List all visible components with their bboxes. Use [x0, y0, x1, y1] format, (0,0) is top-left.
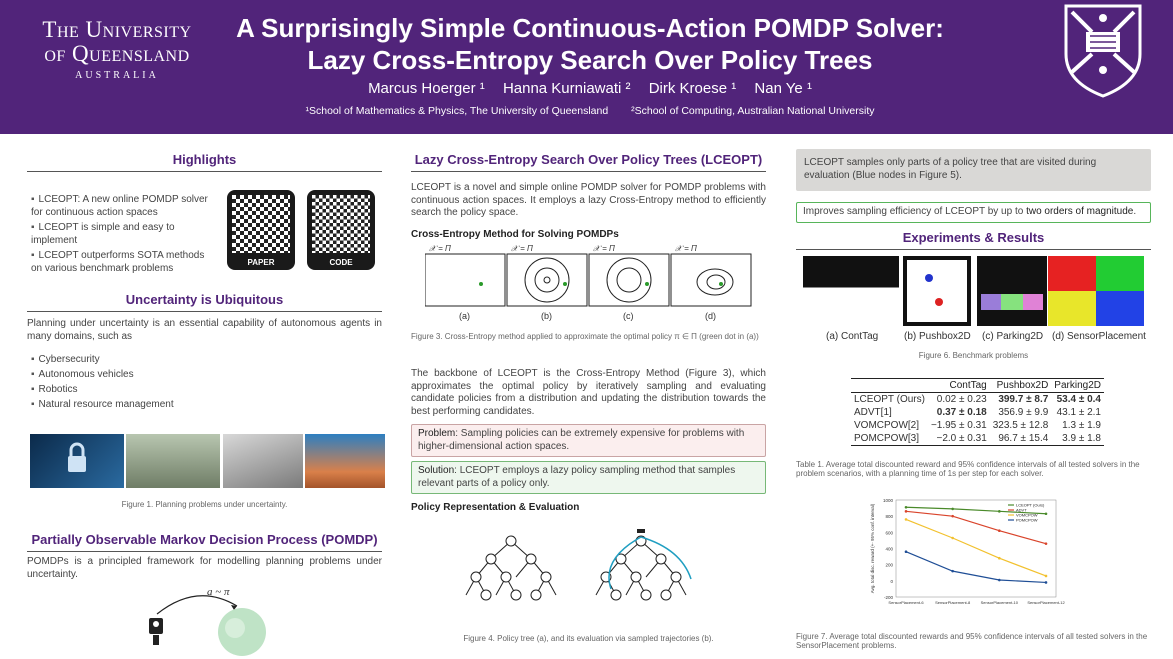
table-cell: −1.95 ± 0.31 — [930, 420, 987, 431]
legend-label: POMCPOW — [1016, 517, 1038, 523]
data-point — [998, 557, 1001, 560]
uq-logo — [32, 18, 202, 81]
problem-box — [411, 424, 766, 457]
y-tick-label: 400 — [885, 546, 893, 552]
legend-label: LCEOPT (Ours) — [1016, 502, 1045, 508]
table-cell: 0.02 ± 0.23 — [936, 394, 987, 405]
highlight-item: ▪ LCEOPT outperforms SOTA methods on various benchmark problems — [31, 250, 211, 275]
y-tick-label: 0 — [890, 578, 893, 584]
poster-header — [0, 0, 1173, 134]
robotics-photo — [223, 434, 303, 488]
table-row — [851, 406, 1104, 419]
data-point — [1045, 581, 1048, 584]
solution-label: Solution — [418, 465, 455, 476]
improvement-box: Improves sampling efficiency of LCEOPT by up to two orders of magnitude. — [796, 202, 1151, 223]
policy-tree-figure — [451, 529, 751, 614]
autonomous-vehicle-photo — [126, 434, 220, 488]
coral-reef-photo — [305, 434, 385, 488]
panel-caption-c: (c) — [623, 311, 634, 321]
benchmark-label-parking: (c) Parking2D — [982, 331, 1044, 342]
affiliations — [230, 105, 950, 117]
uq-shield-icon — [1062, 2, 1144, 98]
qr-code-paper[interactable] — [227, 190, 295, 270]
uncertainty-intro: Planning under uncertainty is an essential capability of autonomous agents in many domains, such as — [27, 318, 382, 342]
legend-label: VOMCPOW — [1016, 512, 1038, 518]
action-label: a ~ π — [207, 586, 230, 598]
table-header-row — [851, 379, 1104, 393]
improve-text: Improves sampling efficiency of LCEOPT by up to — [803, 206, 1027, 217]
results-table — [851, 378, 1104, 446]
data-point — [905, 550, 908, 553]
data-point — [1045, 512, 1048, 515]
panel-label-a: 𝒳 = Π — [429, 244, 451, 253]
title-line2: Lazy Cross-Entropy Search Over Policy Trees — [307, 45, 873, 75]
table-cell: 3.9 ± 1.8 — [1062, 433, 1101, 444]
data-point — [1045, 575, 1048, 578]
panel-caption-a: (a) — [459, 311, 470, 321]
y-tick-label: 600 — [885, 530, 893, 536]
table-cell: 356.9 ± 9.9 — [998, 407, 1049, 418]
solution-box — [411, 461, 766, 494]
sensorplacement-line-chart — [856, 492, 1106, 612]
highlight-item: ▪ LCEOPT: A new online POMDP solver for continuous action spaces — [31, 194, 211, 219]
figure4-caption: Figure 4. Policy tree (a), and its evaluation via sampled trajectories (b). — [463, 634, 714, 643]
improve-emphasis: two orders of magnitude — [1026, 206, 1134, 217]
pomdp-title: Partially Observable Markov Decision Process (POMDP) — [27, 532, 382, 552]
pomdp-text: POMDPs is a principled framework for modelling planning problems under uncertainty. — [27, 556, 382, 580]
middle-column — [411, 134, 766, 643]
y-tick-label: 1000 — [882, 498, 893, 503]
series-line — [906, 519, 1046, 576]
x-tick-label: SensorPlacement-6 — [888, 600, 924, 605]
qr-pattern — [312, 195, 370, 253]
table-cell: LCEOPT (Ours) — [854, 394, 925, 405]
author-4: Nan Ye ¹ — [754, 80, 812, 97]
experiments-title: Experiments & Results — [796, 230, 1151, 250]
left-column — [27, 134, 382, 598]
data-point — [951, 508, 954, 511]
panel-caption-b: (b) — [541, 311, 552, 321]
benchmark-label-pushbox: (b) Pushbox2D — [904, 331, 971, 342]
author-1: Marcus Hoerger ¹ — [368, 80, 485, 97]
y-tick-label: -200 — [883, 595, 893, 600]
table-cell: 96.7 ± 15.4 — [998, 433, 1049, 444]
table-header-cell: Pushbox2D — [996, 380, 1049, 391]
data-point — [998, 510, 1001, 513]
panel-label-c: 𝒳 = Π — [593, 244, 615, 253]
table-cell: ADVT[1] — [854, 407, 892, 418]
qr-code-label: CODE — [329, 258, 353, 267]
parking2d-image — [977, 256, 1047, 326]
highlights-title: Highlights — [27, 152, 382, 172]
table-cell: 1.3 ± 1.9 — [1062, 420, 1101, 431]
lceopt-title: Lazy Cross-Entropy Search Over Policy Trees (LCEOPT) — [411, 152, 766, 172]
uq-logo-line2: of Queensland — [44, 41, 190, 66]
ce-method-title: Cross-Entropy Method for Solving POMDPs — [411, 228, 619, 240]
qr-pattern — [232, 195, 290, 253]
data-point — [905, 506, 908, 509]
x-tick-label: SensorPlacement-12 — [1027, 600, 1065, 605]
qr-paper-label: PAPER — [247, 258, 275, 267]
legend-label: ADVT — [1016, 507, 1027, 513]
title-line1: A Surprisingly Simple Continuous-Action POMDP Solver: — [236, 13, 944, 43]
uncertainty-list — [31, 352, 174, 412]
table1-caption: Table 1. Average total discounted reward and 95% confidence intervals of all tested solvers in the problem scenarios, with a planning time of 1s per step for each solver. — [796, 460, 1140, 478]
affiliation-1: ¹School of Mathematics & Physics, The University of Queensland — [305, 105, 609, 117]
affiliation-2: ²School of Computing, Australian National University — [631, 105, 875, 117]
author-3: Dirk Kroese ¹ — [648, 80, 737, 97]
data-point — [1045, 542, 1048, 545]
data-point — [951, 570, 954, 573]
table-header-cell — [851, 379, 928, 393]
panel-caption-d: (d) — [705, 311, 716, 321]
policy-section-title: Policy Representation & Evaluation — [411, 502, 580, 513]
domain-item: ▪ Natural resource management — [31, 397, 174, 412]
author-2: Hanna Kurniawati ² — [502, 80, 631, 97]
x-tick-label: SensorPlacement-10 — [980, 600, 1019, 605]
conttag-image — [803, 256, 899, 326]
figure6-caption: Figure 6. Benchmark problems — [918, 351, 1029, 360]
grey-note-box: LCEOPT samples only parts of a policy tree that are visited during evaluation (Blue nodes in Figure 5). — [796, 149, 1151, 191]
table-cell: 399.7 ± 8.7 — [998, 394, 1049, 405]
domain-item: ▪ Cybersecurity — [31, 352, 174, 367]
table-cell: VOMCPOW[2] — [854, 420, 920, 431]
data-point — [951, 515, 954, 518]
figure7-caption: Figure 7. Average total discounted rewards and 95% confidence intervals of all tested solvers in the SensorPlacement problems. — [796, 632, 1148, 650]
author-list — [230, 80, 950, 97]
uncertainty-title: Uncertainty is Ubiquitous — [27, 292, 382, 312]
y-tick-label: 800 — [885, 514, 893, 520]
benchmark-label-conttag: (a) ContTag — [826, 331, 879, 342]
figure1-caption: Figure 1. Planning problems under uncertainty. — [121, 500, 288, 509]
lceopt-intro: LCEOPT is a novel and simple online POMDP solver for POMDP problems with continuous action spaces. It employs a lazy Cross-Entropy method to efficiently search the policy space. — [411, 182, 766, 218]
cybersecurity-photo — [30, 434, 124, 488]
panel-label-b: 𝒳 = Π — [511, 244, 533, 253]
table-row — [851, 432, 1104, 446]
qr-code-code[interactable] — [307, 190, 375, 270]
pushbox2d-image — [903, 256, 971, 326]
problem-label: Problem — [418, 428, 456, 439]
data-point — [951, 537, 954, 540]
table-header-cell: Parking2D — [1054, 380, 1101, 391]
highlights-list — [31, 194, 211, 275]
series-line — [906, 552, 1046, 583]
table-header-cell: ContTag — [949, 380, 987, 391]
uq-logo-line3: AUSTRALIA — [75, 70, 159, 81]
uq-logo-line1: The University — [42, 17, 192, 42]
panel-label-d: 𝒳 = Π — [675, 244, 697, 253]
problem-text: : Sampling policies can be extremely expensive for problems with higher-dimensional action spaces. — [418, 428, 745, 452]
data-point — [998, 529, 1001, 532]
y-tick-label: 200 — [885, 562, 893, 568]
x-tick-label: SensorPlacement-8 — [935, 600, 971, 605]
table-row — [851, 419, 1104, 432]
data-point — [998, 579, 1001, 582]
sensorplacement-image — [1048, 256, 1144, 326]
y-axis-label: Avg. total disc. reward (+- 95% conf. interval) — [870, 503, 875, 594]
ce-backbone-text: The backbone of LCEOPT is the Cross-Entropy Method (Figure 3), which approximates the optimal policy by iteratively sampling and evaluating candidate policies from a distribution and updating the distribution towards the best performing candidates. — [411, 368, 766, 417]
data-point — [905, 518, 908, 521]
table-cell: 53.4 ± 0.4 — [1056, 394, 1101, 405]
benchmark-label-sensor: (d) SensorPlacement — [1052, 331, 1146, 342]
figure3-caption: Figure 3. Cross-Entropy method applied to approximate the optimal policy π ∈ Π (green dot in (a)) — [411, 332, 759, 341]
domain-item: ▪ Autonomous vehicles — [31, 367, 174, 382]
table-cell: 0.37 ± 0.18 — [936, 407, 987, 418]
poster-title — [230, 12, 950, 76]
table-cell: POMCPOW[3] — [854, 433, 920, 444]
domain-item: ▪ Robotics — [31, 382, 174, 397]
table-cell: 323.5 ± 12.8 — [992, 420, 1049, 431]
data-point — [905, 510, 908, 513]
solution-text: : LCEOPT employs a lazy policy sampling method that samples relevant parts of a policy only. — [418, 465, 736, 489]
table-cell: −2.0 ± 0.31 — [936, 433, 987, 444]
table-row — [851, 393, 1104, 407]
table-cell: 43.1 ± 2.1 — [1056, 407, 1101, 418]
highlight-item: ▪ LCEOPT is simple and easy to implement — [31, 222, 211, 247]
